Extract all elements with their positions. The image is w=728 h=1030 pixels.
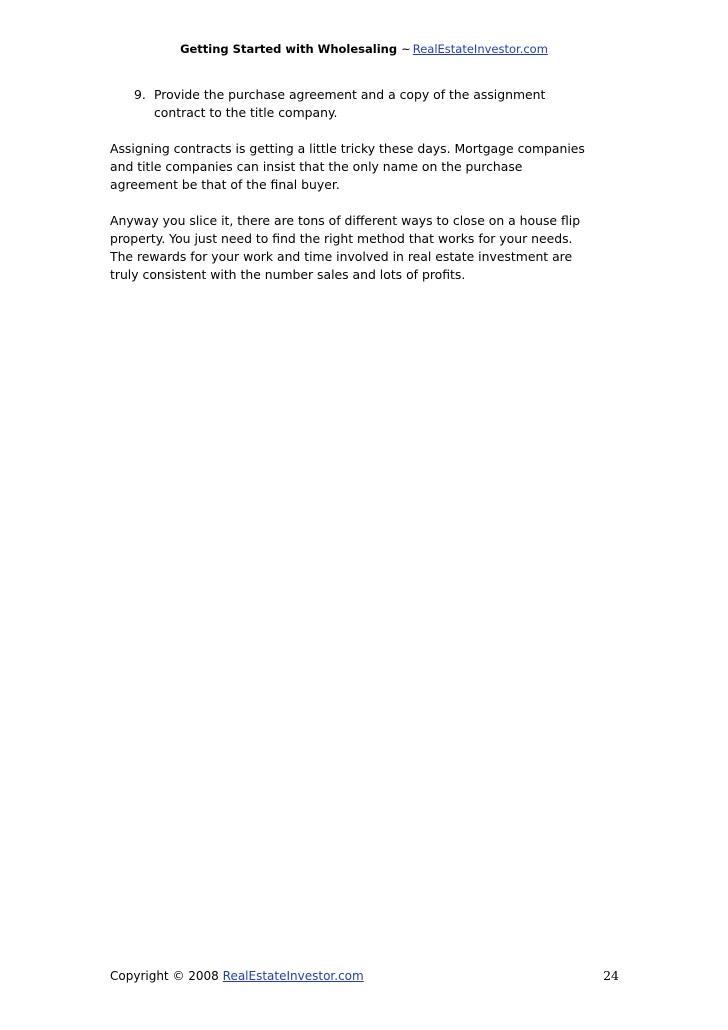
header-separator: ~ [401, 42, 411, 56]
paragraph-line: property. You just need to find the right method that works for your needs. [110, 231, 573, 246]
paragraph-line: Assigning contracts is getting a little tricky these days. Mortgage companies [110, 141, 585, 156]
list-item-number: 9. [134, 87, 146, 102]
page-body [110, 86, 622, 284]
paragraph-line: agreement be that of the final buyer. [110, 177, 340, 192]
footer-site-link[interactable]: RealEstateInvestor.com [222, 969, 364, 983]
copyright-text: Copyright © 2008 [110, 969, 219, 983]
paragraph-line: Anyway you slice it, there are tons of different ways to close on a house flip [110, 213, 581, 228]
page-footer [110, 967, 622, 985]
list-item-text [154, 86, 594, 122]
header-title: Getting Started with Wholesaling [180, 42, 398, 56]
paragraph-assigning-contracts [110, 140, 622, 194]
list-item-line: contract to the title company. [154, 105, 338, 120]
footer-copyright [110, 967, 364, 985]
list-item-line: Provide the purchase agreement and a copy of the assignment [154, 87, 546, 102]
page-number: 24 [603, 968, 619, 983]
header-site-link[interactable]: RealEstateInvestor.com [412, 42, 548, 56]
list-item [134, 86, 622, 122]
paragraph-line: and title companies can insist that the only name on the purchase [110, 159, 523, 174]
paragraph-line: truly consistent with the number sales and lots of profits. [110, 267, 466, 282]
paragraph-line: The rewards for your work and time involved in real estate investment are [110, 249, 573, 264]
paragraph-closing-methods [110, 212, 622, 284]
running-header [0, 41, 728, 57]
